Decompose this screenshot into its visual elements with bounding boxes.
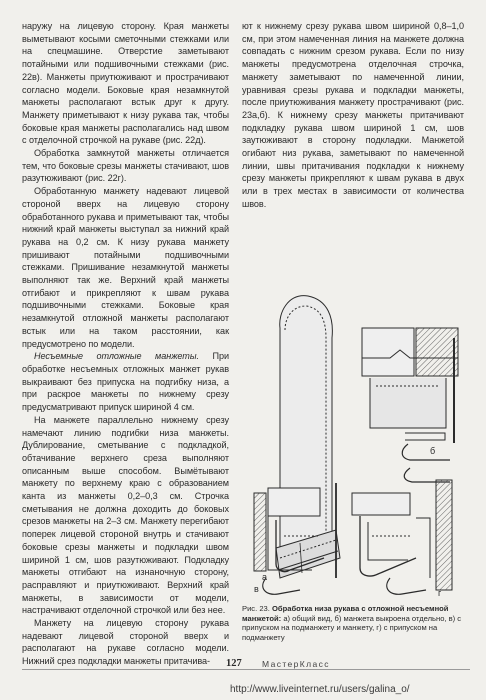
paragraph-italic-heading: Несъемные отложные манжеты. — [34, 351, 199, 362]
caption-body: а) общий вид, б) манжета выкроена отдельно, в) с припуском на подманжету и манжету, г) с припуском на подманжету — [242, 613, 462, 642]
figure-illustration — [240, 218, 470, 600]
footer-brand: МастерКласс — [262, 659, 330, 669]
panel-d-cuff-allowance — [352, 480, 452, 594]
left-text-column — [22, 20, 229, 668]
paragraph: Обработанную манжету надевают лицевой стороной вверх на лицевую сторону обработанного рукава и приметывают так, чтобы нижний край манжеты выступал за нижний край рукава на 0,2 см. К низу рукава манжету пришивают потайными подшивочными стежками. Пришивание незамкнутой манжеты выполняют так же. Верхний край манжеты отгибают и прикрепляют к швам рукава подшивочными стежками. Боковые края незамкнутой отложной манжеты располагают встык или на таком расстоянии, как предусмотрено по модели. — [22, 186, 229, 349]
figure-label-a: а — [262, 572, 268, 582]
watermark-url: http://www.liveinternet.ru/users/galina_o/ — [230, 684, 410, 695]
paragraph — [22, 350, 229, 414]
figure-label-d: г — [438, 588, 442, 598]
figure-label-b: б — [430, 446, 436, 456]
paragraph: наружу на лицевую сторону. Края манжеты выметывают косыми сметочными стежками или на спецмашине. Отверстие заметывают потайными или подшивочными стежками (рис. 22в). Манжеты приутюживают и прострачивают согласно модели. Боковые края незамкнутой манжеты располагают встык друг к другу. Манжету приметывают к низу рукава так, чтобы боковые края манжеты располагались над швом с отделочной строчкой на рукаве (рис. 22д). — [22, 21, 229, 146]
figure-label-c: в — [254, 584, 259, 594]
page-number: 127 — [226, 658, 242, 669]
figure-caption — [242, 604, 470, 642]
paragraph: ют к нижнему срезу рукава швом шириной 0,8–1,0 см, при этом намеченная линия на манжете должна совпадать с нижним срезом рукава. Если по низу манжеты предусмотрена отделочная строчка, манжету заметывают по намеченной линии, уравнивая срезы рукава и подкладки манжеты, после приутюживания манжету прострачивают (рис. 23а,б). К нижнему срезу манжеты притачивают подкладку рукава швом шириной 1 см, шов заутюживают в сторону подкладки. Манжетой огибают низ рукава, заметывают по намеченной линии, швы притачивания подкладки к нижнему срезу манжеты прикрепляют к швам рукава в двух или в трех местах в зависимости от количества швов. — [242, 21, 464, 209]
paragraph: На манжете параллельно нижнему срезу намечают линию подгибки низа манжеты. Дублирование, сметывание с подкладкой, обтачивание верхнего среза выполняют описанным выше способом. Вымётывают манжету по верхнему краю с образованием канта из манжеты 0,2–0,3 см. Строчка сметывания не должна доходить до боковых срезов манжеты на 2–3 см. Манжету перегибают поперек лицевой стороной внутрь и стачивают боковые срезы манжеты и подкладки швом шириной 1 см, шов разутюживают. Подкладку манжеты отгибают на изнаночную сторону, расправляют и приутюживают. Верхний край манжеты, в зависимости от модели, настрачивают отделочной строчкой или без нее. — [22, 414, 229, 616]
right-text-column — [242, 20, 464, 211]
paragraph: Манжету на лицевую сторону рукава надевают лицевой стороной вверх и располагают на рукаве согласно модели. Нижний срез подкладки манжеты притачива- — [22, 618, 229, 667]
caption-prefix: Рис. 23. — [242, 604, 270, 613]
paragraph-text: При обработке несъемных отложных манжет рукав выкраивают без припуска на подгибку низа, а при раскрое манжеты по нижнему срезу предусматривают припуск шириной 4 см. — [22, 351, 229, 413]
caption-title: Обработка низа рукава с отложной несъемной манжетой: — [242, 604, 449, 623]
footer-divider — [22, 669, 470, 670]
figure-23 — [240, 218, 470, 600]
panel-b-cuff-separate — [362, 328, 458, 482]
paragraph: Обработка замкнутой манжеты отличается тем, что боковые срезы манжеты стачивают, шов разутюживают (рис. 22г). — [22, 148, 229, 184]
